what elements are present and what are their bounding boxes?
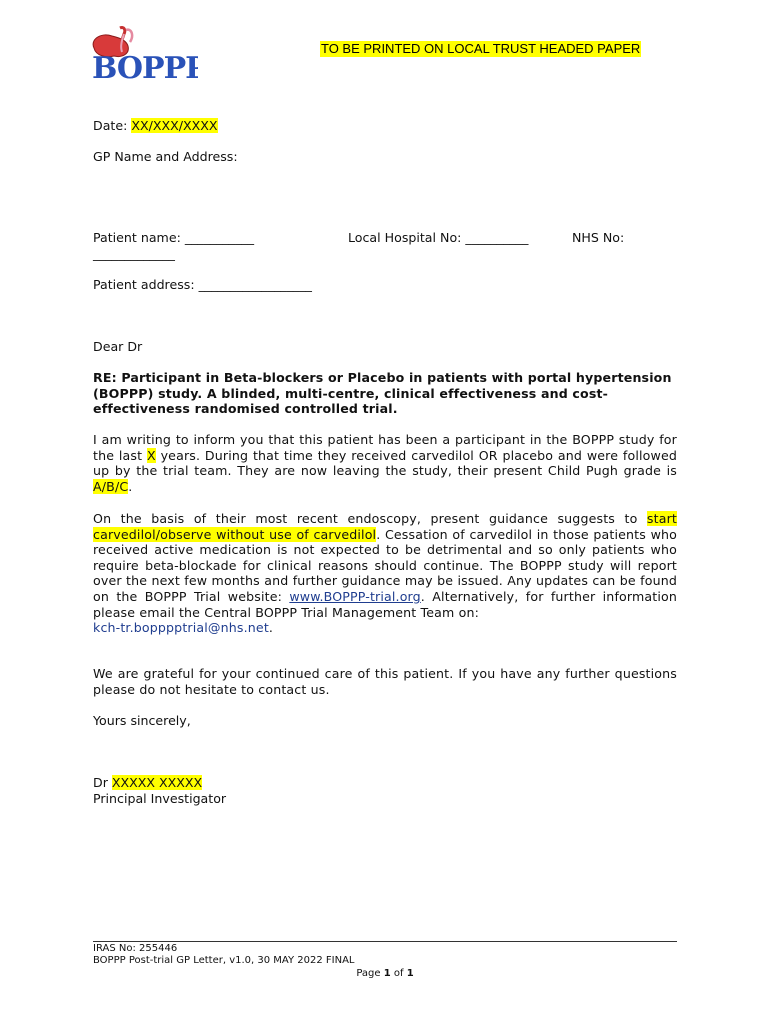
date-line — [93, 118, 218, 134]
boppp-logo — [86, 24, 198, 88]
signature-name-line — [93, 775, 202, 791]
child-pugh-grade-placeholder: A/B/C — [93, 478, 129, 494]
page-current: 1 — [383, 968, 391, 979]
treatment-option-placeholder: start carvedilol/observe without use of carvedilol — [93, 511, 677, 542]
footer-iras: IRAS No: 255446 — [93, 943, 178, 954]
gp-name-address-label: GP Name and Address: — [93, 149, 238, 164]
patient-address-field: Patient address: __________________ — [93, 277, 312, 292]
signatory-title: Principal Investigator — [93, 791, 227, 806]
p2-text-c: . Alternatively, for further information please email the Central BOPPP Trial Management Team on: — [93, 588, 677, 620]
years-placeholder: X — [147, 447, 156, 463]
p2-text-b: . Cessation of carvedilol in those patients who received active medication is not expected to be detrimental and so only patients who require beta-blockade for clinical reasons should continue. The BOPPP study will report over the next few months and further guidance may be issued. Any updates can be found on the BOPPP Trial website: — [93, 526, 678, 604]
footer-doc-ref: BOPPP Post-trial GP Letter, v1.0, 30 MAY 2022 FINAL — [93, 955, 355, 966]
closing: Yours sincerely, — [93, 713, 191, 728]
svg-text:BOPPP: BOPPP — [92, 51, 198, 86]
sig-prefix: Dr — [93, 775, 112, 790]
local-hospital-field: Local Hospital No: __________ — [348, 230, 529, 245]
date-value: XX/XXX/XXXX — [131, 118, 218, 133]
signatory-name-placeholder: XXXXX XXXXX — [111, 775, 203, 790]
trial-email-link[interactable]: kch-tr.bopppptrial@nhs.net — [93, 620, 269, 636]
paragraph-gratitude: We are grateful for your continued care of this patient. If you have any further questions please do not hesitate to contact us. — [93, 666, 677, 697]
patient-name-field: Patient name: ___________ — [93, 230, 255, 245]
paragraph-guidance — [93, 511, 677, 636]
nhs-no-label: NHS No: — [572, 230, 625, 245]
page-word: Page — [356, 968, 384, 979]
salutation: Dear Dr — [93, 339, 143, 354]
paragraph-participation — [93, 432, 677, 494]
p2-text-d: . — [268, 620, 274, 636]
of-word: of — [390, 968, 407, 979]
footer-page-number — [93, 968, 677, 981]
print-instruction: TO BE PRINTED ON LOCAL TRUST HEADED PAPER — [321, 41, 641, 56]
re-line: RE: Participant in Beta-blockers or Placebo in patients with portal hypertension (BOPPP) study. A blinded, multi-centre, clinical effectiveness and cost-effectiveness randomised controlled trial. — [93, 370, 672, 417]
nhs-no-blank: _____________ — [93, 246, 175, 261]
trial-website-link[interactable]: www.BOPPP-trial.org — [289, 588, 421, 604]
page-total: 1 — [406, 968, 414, 979]
p1-text-c: . — [128, 478, 133, 494]
p2-text-a: On the basis of their most recent endoscopy, present guidance suggests to — [93, 511, 647, 526]
footer-divider — [93, 941, 677, 942]
date-label: Date: — [93, 118, 128, 133]
p1-text-b: years. During that time they received carvedilol OR placebo and were followed up by the trial team. They are now leaving the study, their present Child Pugh grade is — [93, 447, 677, 479]
boppp-logo-icon — [86, 24, 198, 88]
p1-text-a: I am writing to inform you that this patient has been a participant in the BOPPP study for the last — [93, 432, 677, 463]
